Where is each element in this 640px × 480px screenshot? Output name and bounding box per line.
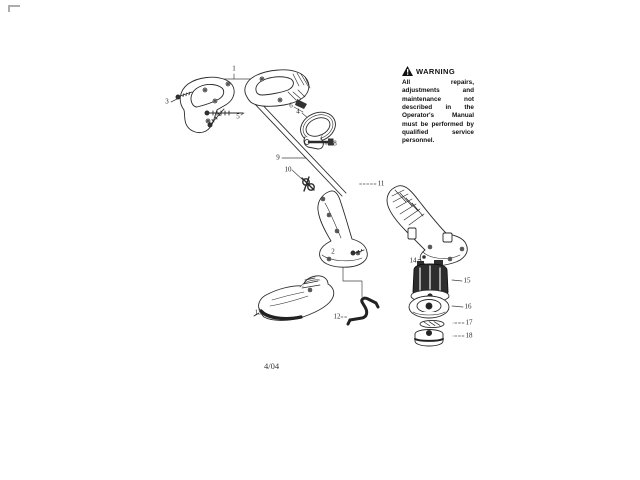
warning-body-text: All repairs, adjustments and maintenance not described in the Operator's Manual must be performed by qualified service personnel. (402, 79, 474, 145)
spool-spring (420, 320, 444, 327)
callout-13: 13 (254, 308, 262, 317)
line-limiter-blade (348, 298, 378, 324)
callout-5: 5 (236, 112, 240, 121)
debris-shield (254, 276, 334, 321)
callout-6: 6 (289, 101, 293, 110)
callout-12: 12 (333, 312, 341, 321)
warning-note (402, 66, 474, 146)
callout-7: 7 (319, 133, 323, 142)
page-date-code: 4/04 (264, 361, 280, 371)
warning-triangle-icon (402, 66, 413, 76)
harness-clip (302, 177, 314, 191)
callout-3: 3 (165, 97, 169, 106)
callout-10: 10 (284, 165, 292, 174)
motor-housing-right-half (387, 186, 467, 266)
upper-handle-left-half (180, 77, 234, 132)
warning-title: WARNING (416, 66, 456, 76)
line-spool (415, 330, 443, 347)
upper-handle-right-half (245, 70, 310, 109)
callout-8: 8 (333, 139, 337, 148)
callout-2: 2 (331, 247, 335, 256)
callout-16: 16 (464, 302, 472, 311)
callout-11: 11 (377, 179, 385, 188)
callout-17: 17 (465, 318, 473, 327)
motor-housing-left-half (318, 191, 367, 267)
callout-18: 18 (465, 331, 473, 340)
callout-4: 4 (296, 107, 300, 116)
callout-14: 14 (409, 256, 417, 265)
callout-9: 9 (276, 153, 280, 162)
callout-15: 15 (463, 276, 471, 285)
callout-1: 1 (232, 64, 236, 73)
spool-hub (409, 296, 449, 318)
